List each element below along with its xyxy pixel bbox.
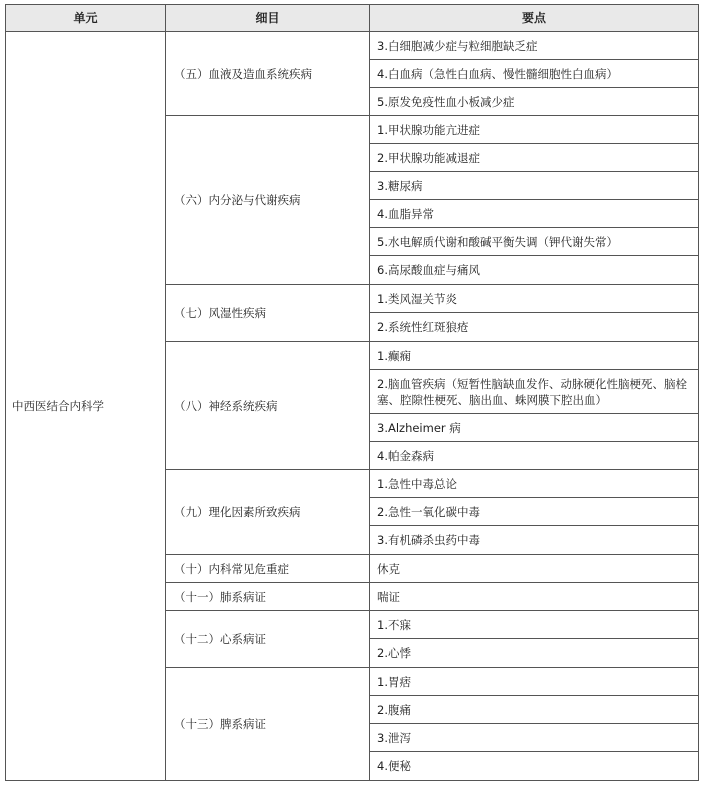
item-cell: （七）风湿性疾病 [166,285,370,342]
point-cell: 2.急性一氧化碳中毒 [370,498,699,526]
header-item: 细目 [166,5,370,32]
point-cell: 5.水电解质代谢和酸碱平衡失调（钾代谢失常） [370,228,699,256]
point-cell: 4.白血病（急性白血病、慢性髓细胞性白血病） [370,60,699,88]
point-cell: 喘证 [370,583,699,611]
item-cell: （九）理化因素所致疾病 [166,470,370,555]
point-cell: 2.腹痛 [370,696,699,724]
point-cell: 3.Alzheimer 病 [370,414,699,442]
table-body [6,32,699,781]
item-cell: （十）内科常见危重症 [166,555,370,583]
point-cell: 4.血脂异常 [370,200,699,228]
point-cell: 1.甲状腺功能亢进症 [370,116,699,144]
point-cell: 休克 [370,555,699,583]
point-cell: 1.胃痞 [370,668,699,696]
point-cell: 2.脑血管疾病（短暂性脑缺血发作、动脉硬化性脑梗死、脑栓塞、腔隙性梗死、脑出血、蛛网膜下腔出血） [370,370,699,414]
unit-cell: 中西医结合内科学 [6,32,166,781]
point-cell: 1.癫痫 [370,342,699,370]
table-header-row [6,5,699,32]
point-cell: 2.甲状腺功能减退症 [370,144,699,172]
syllabus-table [5,4,699,781]
point-cell: 6.高尿酸血症与痛风 [370,256,699,285]
header-unit: 单元 [6,5,166,32]
table-row [6,32,699,60]
point-cell: 3.糖尿病 [370,172,699,200]
item-cell: （五）血液及造血系统疾病 [166,32,370,116]
point-cell: 3.泄泻 [370,724,699,752]
item-cell: （十二）心系病证 [166,611,370,668]
point-cell: 1.急性中毒总论 [370,470,699,498]
item-cell: （十一）肺系病证 [166,583,370,611]
point-cell: 2.系统性红斑狼疮 [370,313,699,342]
header-point: 要点 [370,5,699,32]
item-cell: （六）内分泌与代谢疾病 [166,116,370,285]
point-cell: 4.便秘 [370,752,699,781]
point-cell: 1.类风湿关节炎 [370,285,699,313]
item-cell: （八）神经系统疾病 [166,342,370,470]
point-cell: 1.不寐 [370,611,699,639]
point-cell: 3.有机磷杀虫药中毒 [370,526,699,555]
point-cell: 4.帕金森病 [370,442,699,470]
point-cell: 2.心悸 [370,639,699,668]
item-cell: （十三）脾系病证 [166,668,370,781]
point-cell: 5.原发免疫性血小板减少症 [370,88,699,116]
point-cell: 3.白细胞减少症与粒细胞缺乏症 [370,32,699,60]
